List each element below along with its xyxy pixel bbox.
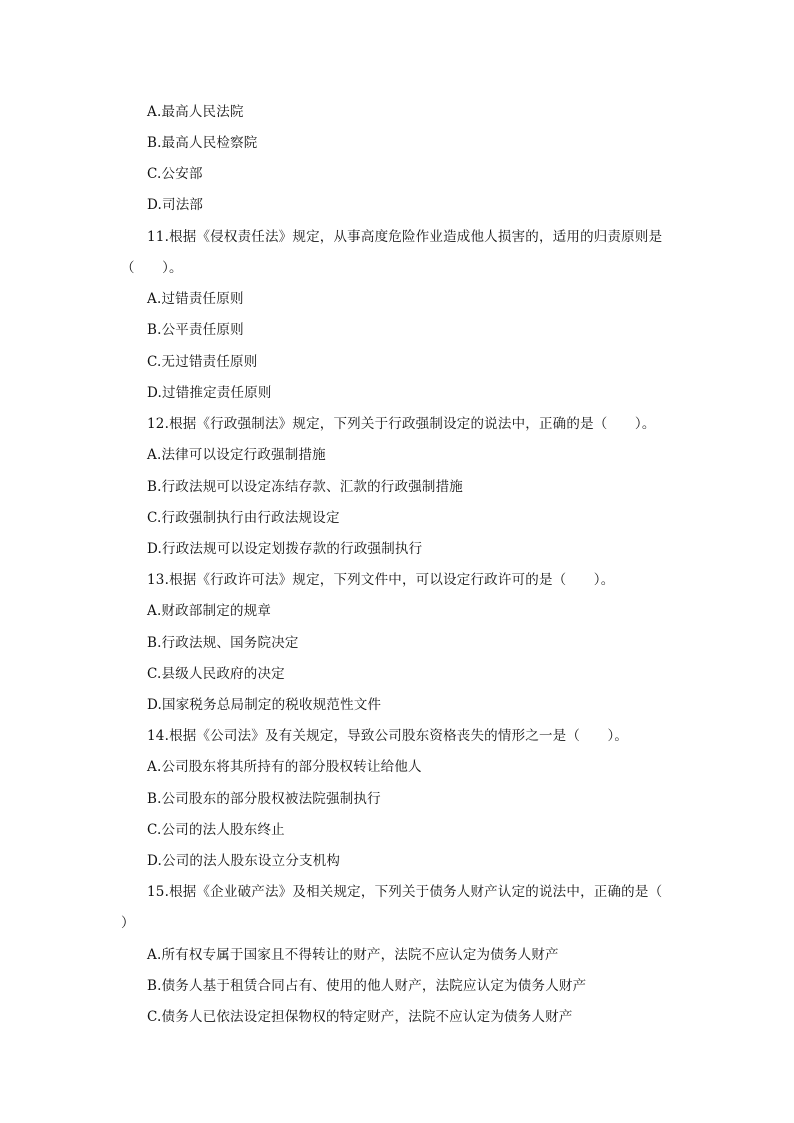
question-11: 11.根据《侵权责任法》规定，从事高度危险作业造成他人损害的，适用的归责原则是 bbox=[147, 229, 663, 245]
option-c-q10: C.公安部 bbox=[147, 166, 203, 182]
option-c-q12: C.行政强制执行由行政法规设定 bbox=[147, 510, 340, 526]
option-d-q11: D.过错推定责任原则 bbox=[147, 385, 272, 401]
option-c-q13: C.县级人民政府的决定 bbox=[147, 666, 285, 682]
option-a-q13: A.财政部制定的规章 bbox=[147, 603, 272, 619]
question-11-continuation: （ ）。 bbox=[121, 260, 183, 276]
option-b-q12: B.行政法规可以设定冻结存款、汇款的行政强制措施 bbox=[147, 479, 464, 495]
option-a-q15: A.所有权专属于国家且不得转让的财产，法院不应认定为债务人财产 bbox=[147, 947, 559, 963]
option-d-q13: D.国家税务总局制定的税收规范性文件 bbox=[147, 697, 382, 713]
option-a-q11: A.过错责任原则 bbox=[147, 291, 244, 307]
question-14: 14.根据《公司法》及有关规定，导致公司股东资格丧失的情形之一是（ ）。 bbox=[147, 728, 629, 744]
option-c-q14: C.公司的法人股东终止 bbox=[147, 822, 285, 838]
option-a-q14: A.公司股东将其所持有的部分股权转让给他人 bbox=[147, 759, 422, 775]
option-b-q10: B.最高人民检察院 bbox=[147, 135, 258, 151]
question-15: 15.根据《企业破产法》及相关规定，下列关于债务人财产认定的说法中，正确的是（ bbox=[147, 884, 663, 900]
question-12: 12.根据《行政强制法》规定，下列关于行政强制设定的说法中，正确的是（ ）。 bbox=[147, 416, 656, 432]
option-b-q14: B.公司股东的部分股权被法院强制执行 bbox=[147, 791, 381, 807]
option-d-q14: D.公司的法人股东设立分支机构 bbox=[147, 853, 341, 869]
option-c-q15: C.债务人已依法设定担保物权的特定财产，法院不应认定为债务人财产 bbox=[147, 1009, 573, 1025]
option-a-q10: A.最高人民法院 bbox=[147, 104, 244, 120]
option-a-q12: A.法律可以设定行政强制措施 bbox=[147, 447, 326, 463]
option-b-q13: B.行政法规、国务院决定 bbox=[147, 635, 299, 651]
question-13: 13.根据《行政许可法》规定，下列文件中，可以设定行政许可的是（ ）。 bbox=[147, 572, 615, 588]
option-d-q12: D.行政法规可以设定划拨存款的行政强制执行 bbox=[147, 541, 423, 557]
option-d-q10: D.司法部 bbox=[147, 197, 204, 213]
option-b-q15: B.债务人基于租赁合同占有、使用的他人财产，法院应认定为债务人财产 bbox=[147, 978, 587, 994]
option-b-q11: B.公平责任原则 bbox=[147, 322, 244, 338]
question-15-continuation: ） bbox=[121, 915, 135, 931]
option-c-q11: C.无过错责任原则 bbox=[147, 354, 258, 370]
